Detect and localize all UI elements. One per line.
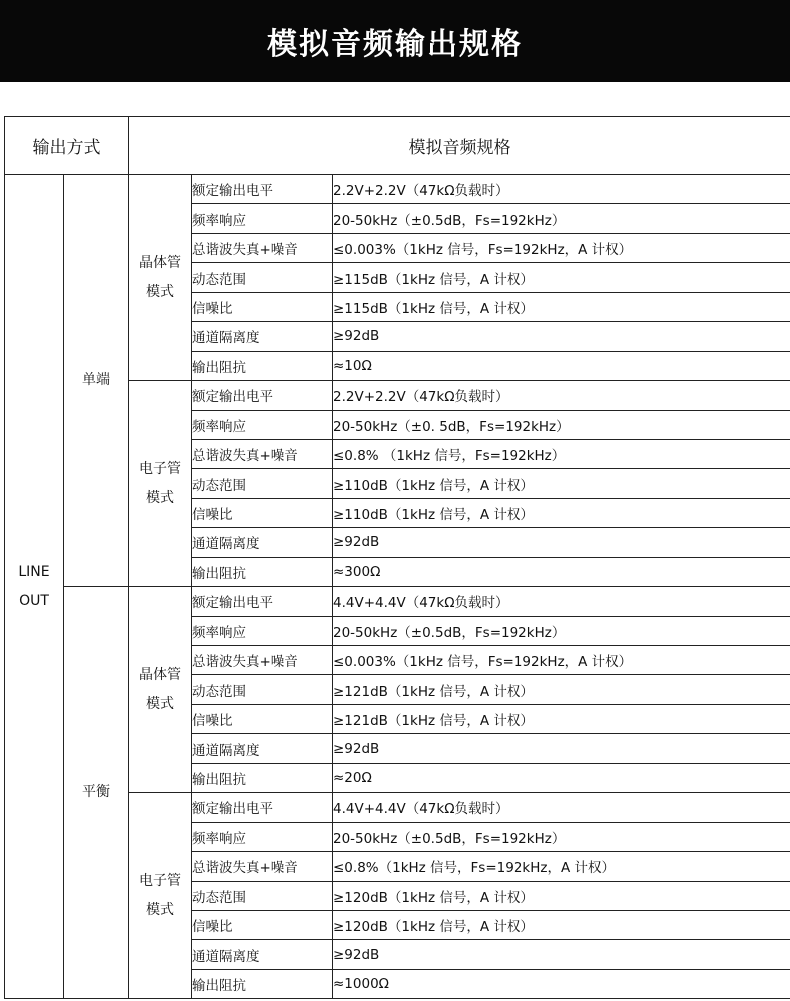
value-cell: 20-50kHz（±0.5dB，Fs=192kHz） <box>333 204 790 233</box>
param-cell: 通道隔离度 <box>192 528 333 557</box>
value-cell: ≈10Ω <box>333 351 790 380</box>
mode-name-cell: 电子管 模式 <box>129 381 192 587</box>
value-cell: ≥110dB（1kHz 信号，A 计权） <box>333 469 790 498</box>
value-cell: ≤0.8% （1kHz 信号，Fs=192kHz） <box>333 439 790 468</box>
value-cell: 4.4V+4.4V（47kΩ负载时） <box>333 793 790 822</box>
header-row <box>5 117 790 175</box>
value-cell: 20-50kHz（±0.5dB，Fs=192kHz） <box>333 822 790 851</box>
param-cell: 动态范围 <box>192 675 333 704</box>
value-cell: 4.4V+4.4V（47kΩ负载时） <box>333 587 790 616</box>
param-cell: 频率响应 <box>192 204 333 233</box>
value-cell: ≤0.003%（1kHz 信号，Fs=192kHz，A 计权） <box>333 646 790 675</box>
param-cell: 额定输出电平 <box>192 381 333 410</box>
mode-name-cell: 电子管 模式 <box>129 793 192 999</box>
param-cell: 通道隔离度 <box>192 940 333 969</box>
table-row <box>5 175 790 204</box>
param-cell: 总谐波失真+噪音 <box>192 233 333 262</box>
mode-name-cell: 晶体管 模式 <box>129 587 192 793</box>
param-cell: 动态范围 <box>192 469 333 498</box>
param-cell: 通道隔离度 <box>192 322 333 351</box>
value-cell: ≈20Ω <box>333 763 790 792</box>
header-analog-spec: 模拟音频规格 <box>129 117 790 175</box>
param-cell: 输出阻抗 <box>192 351 333 380</box>
value-cell: ≥92dB <box>333 734 790 763</box>
param-cell: 通道隔离度 <box>192 734 333 763</box>
page-title: 模拟音频输出规格 <box>267 27 523 62</box>
param-cell: 额定输出电平 <box>192 793 333 822</box>
section-name-cell: 平衡 <box>64 587 129 999</box>
value-cell: ≥92dB <box>333 528 790 557</box>
value-cell: ≥92dB <box>333 940 790 969</box>
param-cell: 输出阻抗 <box>192 969 333 998</box>
spacer <box>0 82 790 116</box>
value-cell: 20-50kHz（±0.5dB，Fs=192kHz） <box>333 616 790 645</box>
param-cell: 信噪比 <box>192 292 333 321</box>
value-cell: 2.2V+2.2V（47kΩ负载时） <box>333 175 790 204</box>
param-cell: 频率响应 <box>192 616 333 645</box>
spec-table <box>4 116 790 999</box>
section-name-cell: 单端 <box>64 175 129 587</box>
param-cell: 信噪比 <box>192 498 333 527</box>
param-cell: 额定输出电平 <box>192 175 333 204</box>
value-cell: ≥115dB（1kHz 信号，A 计权） <box>333 292 790 321</box>
value-cell: ≤0.8%（1kHz 信号，Fs=192kHz，A 计权） <box>333 852 790 881</box>
value-cell: ≥92dB <box>333 322 790 351</box>
value-cell: 20-50kHz（±0. 5dB，Fs=192kHz） <box>333 410 790 439</box>
value-cell: ≈1000Ω <box>333 969 790 998</box>
value-cell: ≥121dB（1kHz 信号，A 计权） <box>333 675 790 704</box>
param-cell: 输出阻抗 <box>192 557 333 586</box>
value-cell: ≥115dB（1kHz 信号，A 计权） <box>333 263 790 292</box>
header-output-mode: 输出方式 <box>5 117 129 175</box>
value-cell: ≥110dB（1kHz 信号，A 计权） <box>333 498 790 527</box>
param-cell: 总谐波失真+噪音 <box>192 439 333 468</box>
value-cell: ≥121dB（1kHz 信号，A 计权） <box>333 704 790 733</box>
param-cell: 信噪比 <box>192 910 333 939</box>
value-cell: ≤0.003%（1kHz 信号，Fs=192kHz，A 计权） <box>333 233 790 262</box>
value-cell: ≥120dB（1kHz 信号，A 计权） <box>333 910 790 939</box>
value-cell: ≈300Ω <box>333 557 790 586</box>
param-cell: 总谐波失真+噪音 <box>192 646 333 675</box>
param-cell: 额定输出电平 <box>192 587 333 616</box>
param-cell: 频率响应 <box>192 410 333 439</box>
mode-name-cell: 晶体管 模式 <box>129 175 192 381</box>
param-cell: 频率响应 <box>192 822 333 851</box>
output-name-cell: LINE OUT <box>5 175 64 999</box>
value-cell: 2.2V+2.2V（47kΩ负载时） <box>333 381 790 410</box>
param-cell: 动态范围 <box>192 881 333 910</box>
param-cell: 输出阻抗 <box>192 763 333 792</box>
param-cell: 动态范围 <box>192 263 333 292</box>
param-cell: 总谐波失真+噪音 <box>192 852 333 881</box>
param-cell: 信噪比 <box>192 704 333 733</box>
table-row <box>5 587 790 616</box>
value-cell: ≥120dB（1kHz 信号，A 计权） <box>333 881 790 910</box>
title-banner <box>0 0 790 82</box>
